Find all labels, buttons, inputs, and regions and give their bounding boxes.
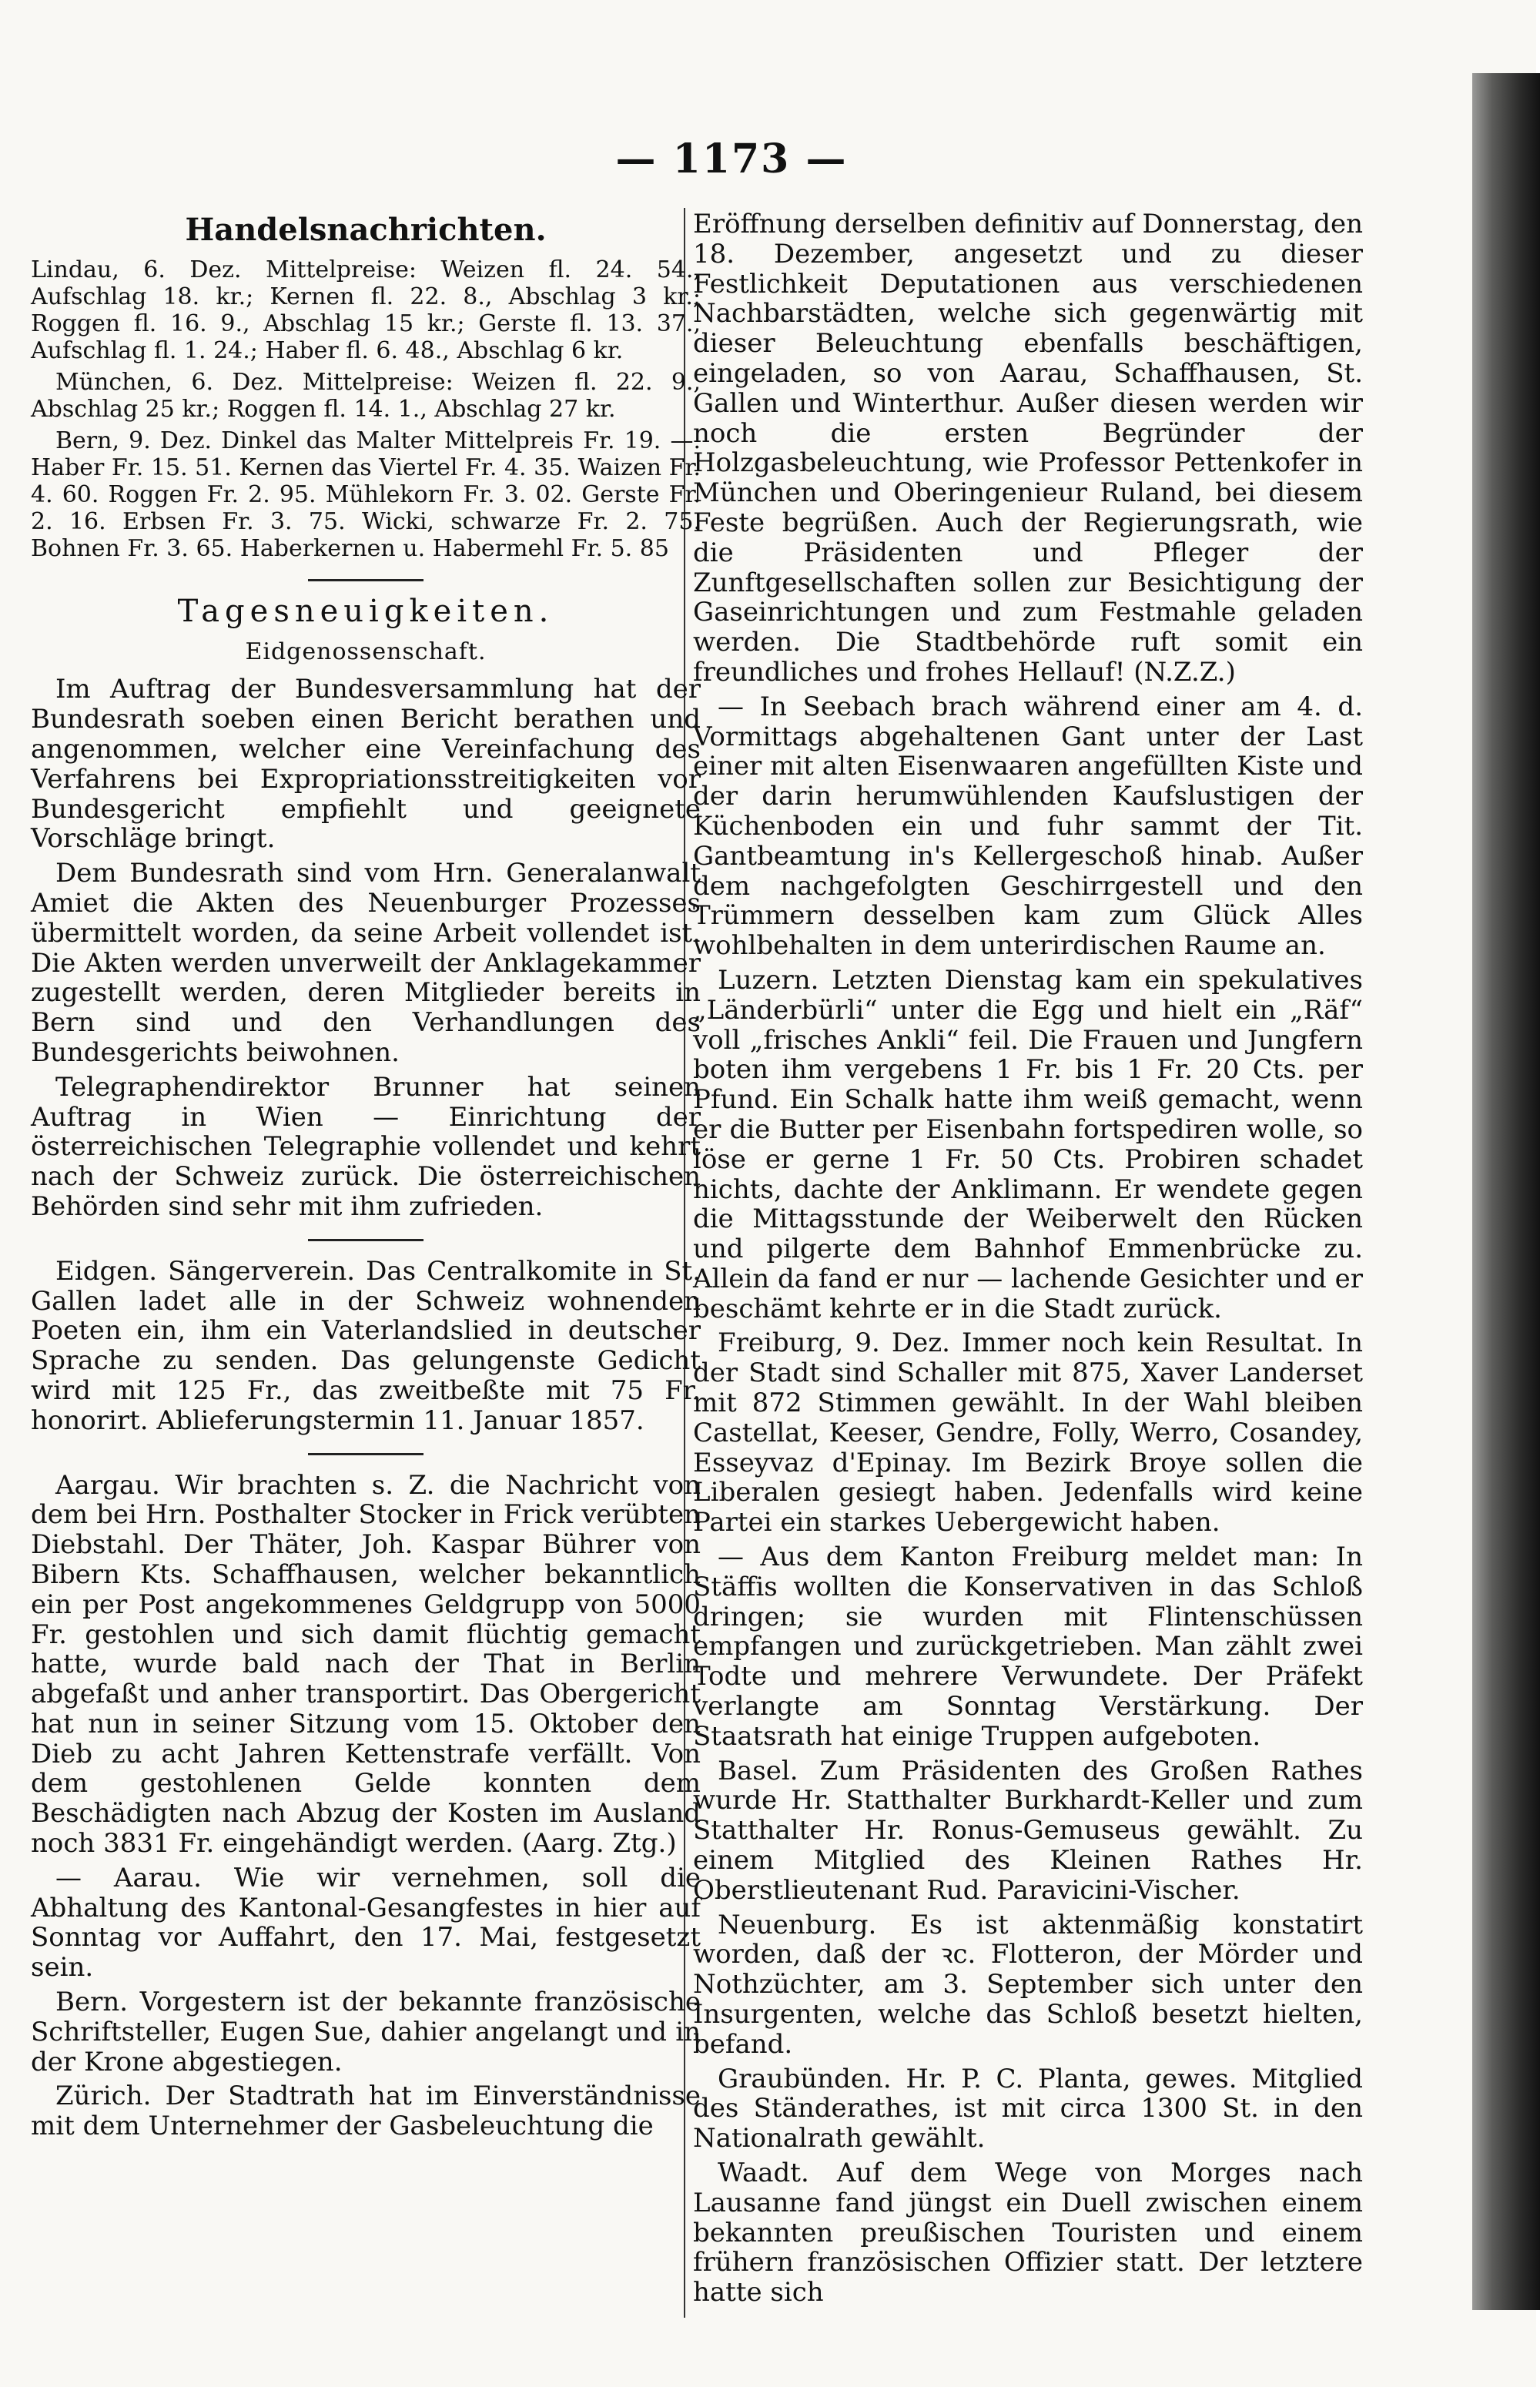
article-saengerverein: Eidgen. Sängerverein. Das Centralkomite in St. Gallen ladet alle in der Schweiz wohnenden Poeten ein, ihm ein Vaterlandslied in deutscher Sprache zu senden. Das gelungenste Gedicht wird mit 125 Fr., das zweitbeßte mit 75 Fr. honorirt. Ablieferungstermin 11. Januar 1857. [31,1255,701,1436]
left-column [31,209,701,2146]
article-basel: Basel. Zum Präsidenten des Großen Rathes wurde Hr. Statthalter Burkhardt-Keller und zum Statthalter Hr. Ronus-Gemuseus gewählt. Zu einem Mitglied des Kleinen Rathes Hr. Oberstlieutenant Rud. Paravicini-Vischer. [693,1755,1363,1906]
article-freiburg-canton: — Aus dem Kanton Freiburg meldet man: In Stäffis wollten die Konservativen in das Schloß dringen; sie wurden mit Flintenschüssen empfangen und zurückgetrieben. Man zählt zwei Todte und mehrere Verwundete. Der Präfekt verlangte am Sonntag Verstärkung. Der Staatsrath hat einige Truppen aufgeboten. [693,1542,1363,1752]
separator-rule [308,579,424,581]
separator-rule [308,1239,424,1241]
article-neuenburg: Neuenburg. Es ist aktenmäßig konstatirt worden, daß der ꝛc. Flotteron, der Mörder und Nothzüchter, am 3. September sich unter den Insurgenten, welche das Schloß besetzt hielten, befand. [693,1909,1363,2060]
article-zuerich-continued: Eröffnung derselben definitiv auf Donnerstag, den 18. Dezember, angesetzt und zu dieser Festlichkeit Deputationen aus verschiedenen Nachbarstädten, welche sich gegenwärtig mit dieser Beleuchtung ebenfalls beschäftigen, eingeladen, so von Aarau, Schaffhausen, St. Gallen und Winterthur. Außer diesen werden wir noch die ersten Begründer der Holzgasbeleuchtung, wie Professor Pettenkofer in München und Oberingenieur Ruland, bei diesem Feste begrüßen. Auch der Regierungsrath, wie die Präsidenten und Pfleger der Zunftgesellschaften sollen zur Besichtigung der Gaseinrichtungen und zum Festmahle geladen werden. Die Stadtbehörde ruft somit ein freundliches und frohes Hellauf! (N.Z.Z.) [693,209,1363,688]
article-waadt: Waadt. Auf dem Wege von Morges nach Lausanne fand jüngst ein Duell zwischen einem bekannten preußischen Touristen und einem frühern französischen Offizier statt. Der letztere hatte sich [693,2158,1363,2308]
news-heading: Tagesneuigkeiten. [177,593,554,629]
article-bundesversammlung: Im Auftrag der Bundesversammlung hat der Bundesrath soeben einen Bericht berathen und angenommen, welcher eine Vereinfachung des Verfahrens bei Expropriationsstreitigkeiten vor Bundesgericht empfiehlt und geeignete Vorschläge bringt. [31,674,701,855]
article-bern: Bern. Vorgestern ist der bekannte französische Schriftsteller, Eugen Sue, dahier angelangt und in der Krone abgestiegen. [31,1987,701,2077]
article-freiburg: Freiburg, 9. Dez. Immer noch kein Resultat. In der Stadt sind Schaller mit 875, Xaver Landerset mit 872 Stimmen gewählt. In der Wahl bleiben Castellat, Keeser, Gendre, Folly, Werro, Cosandey, Esseyvaz d'Epinay. Im Bezirk Broye sollen die Liberalen gesiegt haben. Jedenfalls wird keine Partei ein starkes Uebergewicht haben. [693,1327,1363,1538]
article-aargau: Aargau. Wir brachten s. Z. die Nachricht von dem bei Hrn. Posthalter Stocker in Frick verübten Diebstahl. Der Thäter, Joh. Kaspar Bührer von Bibern Kts. Schaffhausen, welcher bekanntlich ein per Post angekommenes Geldgrupp von 5000 Fr. gestohlen und sich damit flüchtig gemacht hatte, wurde bald nach der That in Berlin abgefaßt und anher transportirt. Das Obergericht hat nun in seiner Sitzung vom 15. Oktober den Dieb zu acht Jahren Kettenstrafe verfällt. Von dem gestohlenen Gelde konnten dem Beschädigten nach Abzug der Kosten im Ausland noch 3831 Fr. eingehändigt werden. (Aarg. Ztg.) [31,1469,701,1860]
separator-rule [308,1453,424,1455]
article-zuerich: Zürich. Der Stadtrath hat im Einverständnisse mit dem Unternehmer der Gasbeleuchtung die [31,2081,701,2142]
book-page-edge [1472,73,1540,2310]
article-telegraphendirektor: Telegraphendirektor Brunner hat seinen Auftrag in Wien — Einrichtung der österreichischen Telegraphie vollendet und kehrt nach der Schweiz zurück. Die österreichischen Behörden sind sehr mit ihm zufrieden. [31,1071,701,1222]
market-report-bern: Bern, 9. Dez. Dinkel das Malter Mittelpreis Fr. 19. —. Haber Fr. 15. 51. Kernen das Viertel Fr. 4. 35. Waizen Fr. 4. 60. Roggen Fr. 2. 95. Mühlekorn Fr. 3. 02. Gerste Fr. 2. 16. Erbsen Fr. 3. 75. Wicki, schwarze Fr. 2. 75. Bohnen Fr. 3. 65. Haberkernen u. Habermehl Fr. 5. 85 [31,427,701,562]
market-report-lindau: Lindau, 6. Dez. Mittelpreise: Weizen fl. 24. 54., Aufschlag 18. kr.; Kernen fl. 22. 8., Abschlag 3 kr.; Roggen fl. 16. 9., Abschlag 15 kr.; Gerste fl. 13. 37., Aufschlag fl. 1. 24.; Haber fl. 6. 48., Abschlag 6 kr. [31,256,701,364]
article-generalanwalt: Dem Bundesrath sind vom Hrn. Generalanwalt Amiet die Akten des Neuenburger Prozesses übermittelt worden, da seine Arbeit vollendet ist. Die Akten werden unverweilt der Anklagekammer zugestellt werden, deren Mitglieder bereits in Bern sind und den Verhandlungen des Bundesgerichts beiwohnen. [31,858,701,1068]
market-report-muenchen: München, 6. Dez. Mittelpreise: Weizen fl. 22. 9., Abschlag 25 kr.; Roggen fl. 14. 1., Abschlag 27 kr. [31,368,701,423]
market-heading: Handelsnachrichten. [185,212,547,248]
article-seebach: — In Seebach brach während einer am 4. d. Vormittags abgehaltenen Gant unter der Last einer mit alten Eisenwaaren angefüllten Kiste und der darin herumwühlenden Kaufslustigen der Küchenboden ein und fuhr sammt der Tit. Gantbeamtung in's Kellergeschoß hinab. Außer dem nachgefolgten Geschirrgestell und den Trümmern desselben kam zum Glück Alles wohlbehalten in dem unterirdischen Raume an. [693,691,1363,962]
page-number: — 1173 — [615,136,848,182]
federal-heading: Eidgenossenschaft. [245,638,487,665]
article-luzern: Luzern. Letzten Dienstag kam ein spekulatives „Länderbürli“ unter die Egg und hielt ein „Räf“ voll „frisches Ankli“ feil. Die Frauen und Jungfern boten ihm vergebens 1 Fr. bis 1 Fr. 20 Cts. per Pfund. Ein Schalk hatte ihm weiß gemacht, wenn er die Butter per Eisenbahn fortspediren wolle, so löse er gerne 1 Fr. 50 Cts. Probiren schadet nichts, dachte der Anklimann. Er wendete gegen die Mittagsstunde der Weiberwelt den Rücken und pilgerte dem Bahnhof Emmenbrücke zu. Allein da fand er nur — lachende Gesichter und er beschämt kehrte er in die Stadt zurück. [693,964,1363,1324]
right-column [693,209,1363,2312]
article-graubuenden: Graubünden. Hr. P. C. Planta, gewes. Mitglied des Ständerathes, ist mit circa 1300 St. in den Nationalrath gewählt. [693,2063,1363,2154]
article-aarau: — Aarau. Wie wir vernehmen, soll die Abhaltung des Kantonal-Gesangfestes in hier auf Sonntag vor Auffahrt, den 17. Mai, festgesetzt sein. [31,1862,701,1984]
